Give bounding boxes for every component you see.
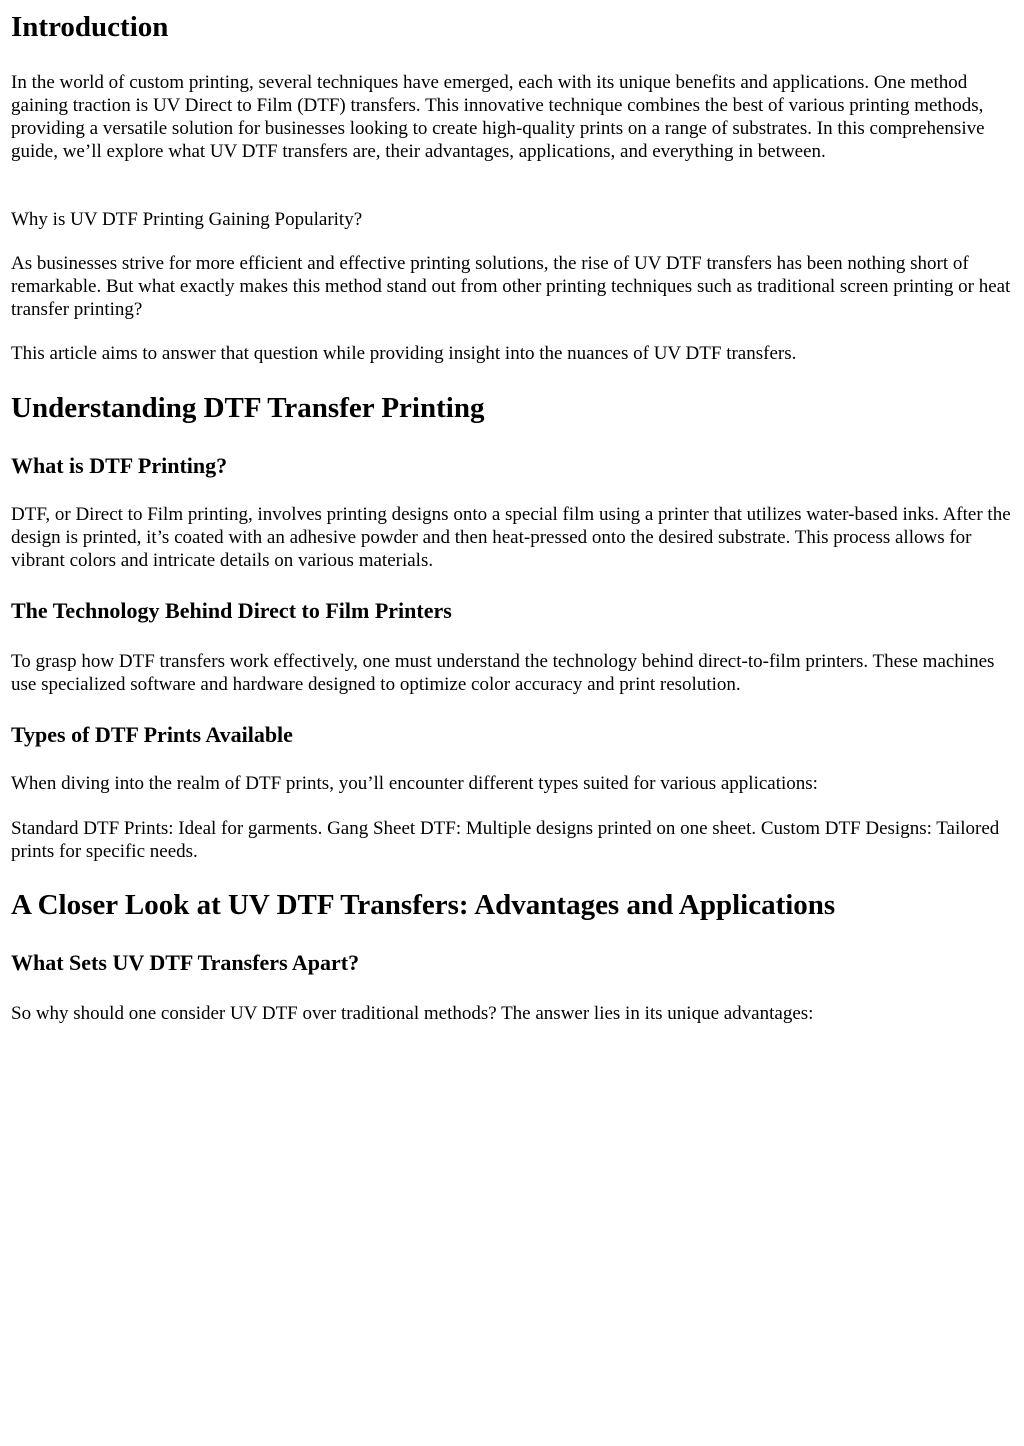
heading-what-is-dtf: What is DTF Printing? bbox=[11, 453, 228, 478]
popularity-paragraph: As businesses strive for more efficient and effective printing solutions, the rise of UV DTF transfers has been nothing short of remarkable. But what exactly makes this method stand out from other printing techniques such as traditional screen printing or heat transfer printing? bbox=[11, 253, 1011, 320]
what-sets-apart-paragraph: So why should one consider UV DTF over traditional methods? The answer lies in its unique advantages: bbox=[11, 1003, 814, 1024]
heading-introduction: Introduction bbox=[11, 11, 169, 43]
types-intro-paragraph: When diving into the realm of DTF prints, you’ll encounter different types suited for various applications: bbox=[11, 773, 818, 794]
heading-understanding-dtf: Understanding DTF Transfer Printing bbox=[11, 392, 485, 424]
what-is-dtf-paragraph: DTF, or Direct to Film printing, involves printing designs onto a special film using a printer that utilizes water-based inks. After the design is printed, it’s coated with an adhesive powder and then heat-pressed onto the desired substrate. This process allows for vibrant colors and intricate details on various materials. bbox=[11, 504, 1011, 571]
heading-types-of-prints: Types of DTF Prints Available bbox=[11, 722, 293, 747]
popularity-question: Why is UV DTF Printing Gaining Popularity? bbox=[11, 209, 363, 230]
technology-paragraph: To grasp how DTF transfers work effectively, one must understand the technology behind direct-to-film printers. These machines use specialized software and hardware designed to optimize color accuracy and print resolution. bbox=[11, 651, 995, 695]
article-aim-paragraph: This article aims to answer that question while providing insight into the nuances of UV DTF transfers. bbox=[11, 343, 797, 364]
heading-what-sets-apart: What Sets UV DTF Transfers Apart? bbox=[11, 950, 360, 975]
heading-technology: The Technology Behind Direct to Film Printers bbox=[11, 598, 452, 623]
intro-paragraph: In the world of custom printing, several techniques have emerged, each with its unique benefits and applications. One method gaining traction is UV Direct to Film (DTF) transfers. This innovative technique combines the best of various printing methods, providing a versatile solution for businesses looking to create high-quality prints on a range of substrates. In this comprehensive guide, we’ll explore what UV DTF transfers are, their advantages, applications, and everything in between. bbox=[11, 72, 985, 162]
types-list-paragraph: Standard DTF Prints: Ideal for garments. Gang Sheet DTF: Multiple designs printed on one sheet. Custom DTF Designs: Tailored prints for specific needs. bbox=[11, 818, 1000, 862]
heading-closer-look: A Closer Look at UV DTF Transfers: Advantages and Applications bbox=[11, 889, 836, 921]
